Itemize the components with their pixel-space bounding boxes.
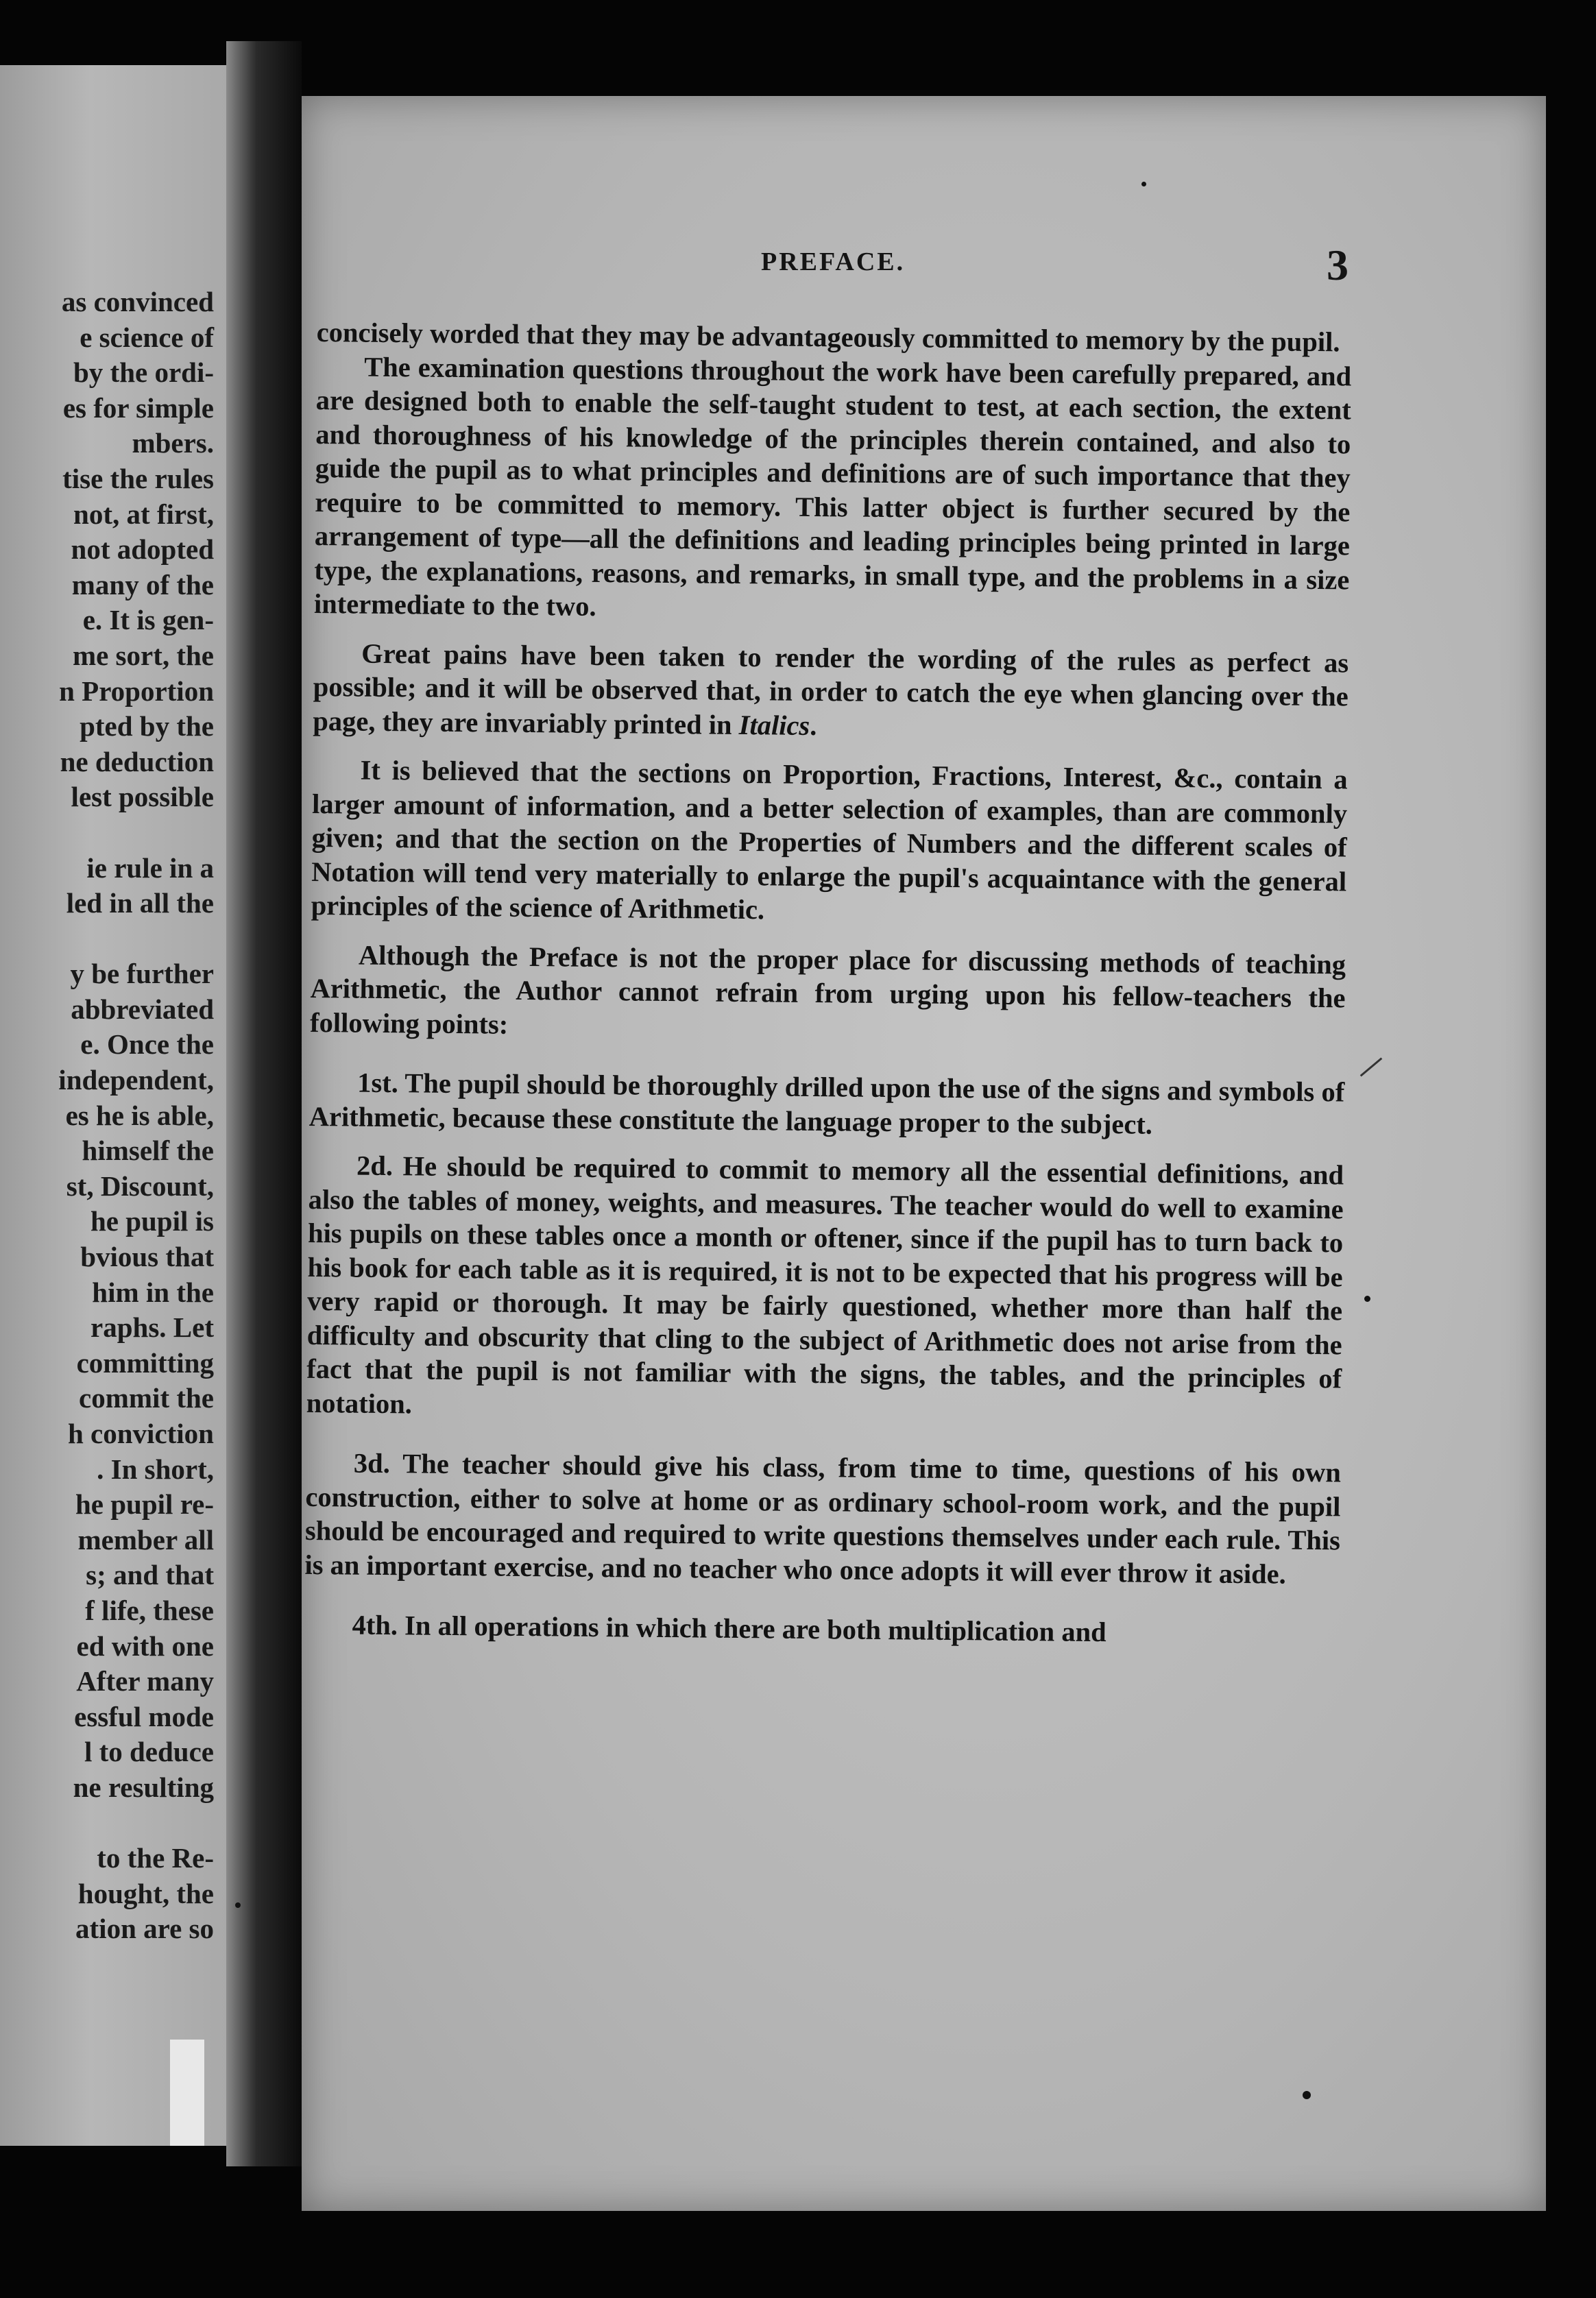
left-page-line: st, Discount, [66,1170,214,1202]
left-page-text-column [0,285,214,1947]
left-page-line: ation are so [75,1913,214,1945]
paragraph-sections: It is believed that the sections on Proportion, Fractions, Interest, &c., contain a larger amount of information, and a better selection of examples, than are commonly given; and that the section on the Properties of Numbers and the different scales of Notation will tend very materially to enlarge the pupil's acquaintance with the general principles of the science of Arithmetic. [311,754,1348,926]
left-page-line: e. Once the [80,1028,214,1061]
left-page-line: he pupil re- [75,1488,214,1521]
paper-strip [170,2040,204,2146]
left-page-line: me sort, the [72,639,214,671]
left-page-line: himself the [82,1135,214,1167]
left-page-line: not, at first, [73,498,214,530]
left-page-line [0,921,214,957]
left-page-line: e science of [80,321,214,353]
left-page-line: to the Re- [97,1842,214,1874]
left-page-line: pted by the [80,710,214,742]
paragraph-continuation: concisely worded that they may be advantageously committed to memory by the pupil. [316,316,1340,358]
left-page-line: s; and that [86,1559,214,1591]
left-page-line: not adopted [71,533,214,566]
left-page-line: hought, the [77,1877,214,1909]
point-fourth: 4th. In all operations in which there are both multiplication and [352,1609,1107,1648]
left-page-line: essful mode [74,1700,214,1732]
left-facing-page [0,65,226,2146]
left-page-line: bvious that [80,1241,214,1273]
left-page-line: lest possible [71,781,214,813]
paragraph-teaching-methods: Although the Preface is not the proper place for discussing methods of teaching Arithmetic, the Author cannot refrain from urging upon his fellow-teachers the following points: [309,939,1346,1040]
left-page-line: member all [77,1523,214,1556]
ink-speck [1303,2091,1311,2099]
left-page-line: After many [76,1665,214,1697]
left-page-line: ne resulting [73,1771,214,1803]
left-page-line: es for simple [62,391,214,424]
left-page-line: led in all the [66,887,214,919]
left-page-line: raphs. Let [90,1311,214,1344]
point-first: 1st. The pupil should be thoroughly drilled upon the use of the signs and symbols of Arithmetic, because these constitute the language proper to the subject. [309,1067,1345,1140]
left-page-line: n Proportion [59,675,214,707]
left-page-line [0,1806,214,1841]
book-gutter [226,41,302,2166]
ink-speck [1141,182,1146,186]
left-page-line: l to deduce [84,1736,214,1768]
left-page-line: many of the [71,568,214,601]
left-page-line: es he is able, [65,1099,214,1131]
ink-speck [235,1902,241,1908]
left-page-line: independent, [58,1064,214,1096]
left-page-line [0,815,214,851]
left-page-line: abbreviated [71,993,214,1025]
italic-word: Italics [738,709,810,741]
paragraph-wording-of-rules: Great pains have been taken to render the wording of the rules as perfect as possible; and it will be observed that, in order to catch the eye when glancing over the page, they are invariably printed in Italics. [313,638,1349,741]
point-third: 3d. The teacher should give his class, from time to time, questions of his own construction, either to solve at home or as ordinary school-room work, and the pupil should be encouraged and required to write questions themselves under each rule. This is an important exercise, and no teacher who once adopts it will ever throw it aside. [304,1447,1342,1590]
left-page-line: ed with one [76,1630,214,1662]
left-page-line: ie rule in a [86,851,214,884]
left-page-line: he pupil is [90,1205,214,1237]
left-page-line: tise the rules [62,462,214,494]
left-page-line: . In short, [97,1453,214,1485]
paragraph-examination-questions: The examination questions throughout the work have been carefully prepared, and are designed both to enable the self-taught student to test, at each section, the extent and thoroughness of his knowledge of the principles therein contained, and also to guide the pupil as to what principles and definitions are of such importance that they require to be committed to memory. This latter object is further secured by the arrangement of type—all the definitions and leading principles being printed in large type, the explanations, reasons, and remarks, in small type, and the problems in a size intermediate to the two. [313,351,1352,622]
left-page-line: as convinced [61,286,214,317]
left-page-line: commit the [79,1382,214,1414]
running-head: PREFACE. [761,247,906,276]
left-page-line: ne deduction [60,745,214,777]
left-page-line: mbers. [132,427,214,459]
left-page-line: committing [76,1346,214,1379]
left-page-line: e. It is gen- [82,604,214,636]
point-second: 2d. He should be required to commit to memory all the essential definitions, and also the tables of money, weights, and measures. The teacher would do well to examine his pupils on these tables once a month or oftener, since if the pupil has to turn back to his book for each table as it is required, it is not to be expected that his progress will be very rapid or thorough. It may be fairly questioned, whether more than half the difficulty and obscurity that cling to the subject of Arithmetic does not arise from the fact that the pupil is not familiar with the signs, the tables, and the principles of notation. [306,1150,1344,1419]
left-page-line: f life, these [85,1594,214,1626]
page-number: 3 [1327,241,1349,289]
preface-body [304,315,1352,1652]
left-page-line: him in the [92,1276,214,1308]
left-page-line: by the ordi- [73,356,214,389]
left-page-line: h conviction [68,1418,214,1449]
ink-speck [1364,1296,1370,1302]
left-page-line: y be further [70,958,214,990]
